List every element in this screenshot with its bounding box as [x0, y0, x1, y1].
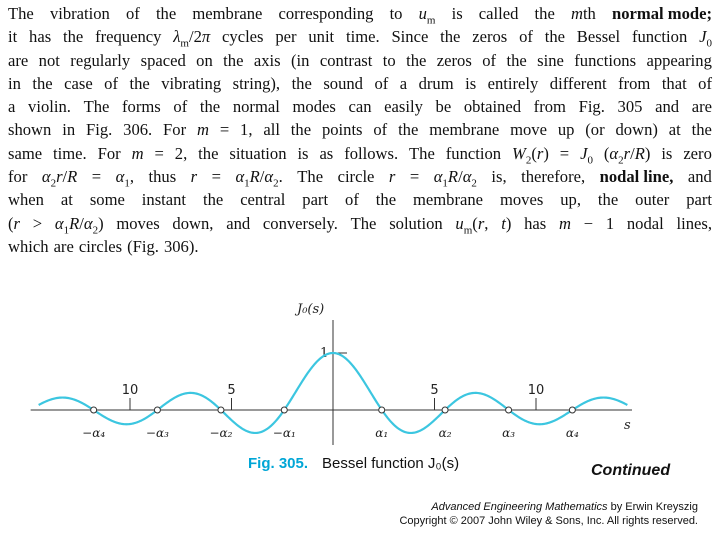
y-tick-label: 1 [320, 346, 329, 361]
word: normal mode; [611, 4, 712, 23]
word: the [691, 120, 712, 140]
word: easily [384, 97, 423, 117]
word: instant [141, 190, 187, 210]
word: are [53, 236, 74, 256]
word: moves [499, 190, 544, 210]
word: has [29, 27, 52, 47]
word: 1 [605, 213, 615, 233]
zero-marker [218, 407, 224, 413]
zero-label: −α₄ [82, 426, 106, 440]
word: same [8, 143, 43, 163]
word: as [319, 143, 334, 163]
word: the [62, 27, 84, 47]
zero-marker [569, 407, 575, 413]
word: For [97, 143, 121, 163]
word: of [173, 97, 188, 117]
word: the [291, 73, 312, 93]
word: for [8, 167, 28, 187]
word: all [263, 120, 280, 140]
word: r [388, 167, 396, 187]
word: time. [345, 27, 380, 47]
word: thus [148, 167, 177, 187]
word: $u_m(r$, [455, 213, 489, 236]
word: t) [501, 213, 512, 233]
word: follows. [344, 143, 399, 163]
word: 305 [617, 97, 643, 117]
word: different [549, 73, 607, 93]
word: string), [232, 73, 281, 93]
word: $J_0$ [699, 27, 712, 50]
word: case [64, 73, 93, 93]
word: moves [116, 213, 160, 233]
word: up [557, 120, 575, 140]
zero-label: −α₃ [145, 426, 169, 440]
y-axis-label: J₀(s) [297, 302, 325, 317]
word: $\lambda_m/2\pi$ [173, 27, 211, 50]
word: violin. [28, 97, 71, 117]
book-title: Advanced Engineering Mathematics [431, 501, 608, 513]
word: of [104, 73, 118, 93]
word: the [398, 120, 419, 140]
word: m [196, 120, 209, 140]
word: entirely [487, 73, 539, 93]
word: the [534, 4, 555, 23]
word: are [691, 97, 712, 117]
word: (r [8, 213, 20, 233]
word: the [223, 50, 244, 70]
word: when [8, 190, 44, 210]
word: down, [172, 213, 214, 233]
word: is [465, 73, 477, 93]
word: = [219, 120, 230, 140]
word: of [482, 50, 497, 70]
word: of [125, 4, 140, 23]
word: a [399, 73, 408, 93]
word: function [445, 143, 502, 163]
word: is [451, 4, 463, 23]
word: central [240, 190, 286, 210]
word: the [199, 97, 221, 117]
word: $W_2(r)$ [512, 143, 549, 167]
word: some [89, 190, 125, 210]
word: is, [491, 167, 507, 187]
word: per [275, 27, 297, 47]
word: which [8, 236, 49, 256]
word: > [32, 213, 43, 233]
word: m [131, 143, 144, 163]
word: from [533, 97, 566, 117]
word: function [631, 27, 688, 47]
word: For [163, 120, 187, 140]
word: shown [8, 120, 52, 140]
word: modes [292, 97, 336, 117]
word: be [435, 97, 452, 117]
word: in [8, 73, 21, 93]
x-tick-label: 10 [121, 383, 139, 398]
word: The [83, 97, 110, 117]
word: membrane [192, 4, 263, 23]
figure-caption [248, 455, 459, 472]
word: lines, [676, 213, 712, 233]
word: of [345, 190, 359, 210]
word: of [698, 73, 712, 93]
word: Since [391, 27, 429, 47]
word: 306. [123, 120, 153, 140]
word: situation [229, 143, 287, 163]
zero-marker [506, 407, 512, 413]
word: is [297, 143, 309, 163]
word: drum [418, 73, 454, 93]
word: the [129, 73, 150, 93]
word: sine [537, 50, 564, 70]
word: vibrating [161, 73, 222, 93]
word: not [38, 50, 60, 70]
word: outer [635, 190, 670, 210]
word: of [374, 73, 389, 93]
word: conversely. [262, 213, 338, 233]
figure-caption-text: Bessel function J₀(s) [322, 455, 460, 472]
word: $\alpha_1R/\alpha_2$) [54, 213, 104, 236]
word: the [406, 50, 427, 70]
word: and [687, 167, 712, 187]
x-tick-label: 10 [527, 383, 545, 398]
word: sound [323, 73, 363, 93]
word: solution [389, 213, 443, 233]
word: = [91, 167, 102, 187]
word: points [321, 120, 363, 140]
word: the [155, 4, 177, 23]
word: membrane [429, 120, 500, 140]
word: zeros [472, 27, 508, 47]
word: = [559, 143, 570, 163]
zero-label: α₂ [438, 426, 452, 440]
word: regularly [70, 50, 131, 70]
word: a [8, 97, 16, 117]
word: the [506, 50, 527, 70]
word: is [661, 143, 673, 163]
word: to [389, 4, 403, 23]
word: nodal [626, 213, 664, 233]
word: 306). [163, 236, 199, 256]
word: (in [291, 50, 310, 70]
x-tick-label: 5 [227, 383, 236, 398]
word: r [190, 167, 198, 187]
word: (or [585, 120, 605, 140]
word: time. [53, 143, 87, 163]
word: $(\alpha_2r/R)$ [603, 143, 651, 167]
word: − [583, 213, 594, 233]
word: zero [683, 143, 712, 163]
continued-label: Continued [591, 462, 671, 479]
word: membrane [413, 190, 484, 210]
word: $\alpha_1R/\alpha_2$. [235, 167, 283, 190]
word: $\alpha_1$, [115, 167, 134, 190]
word: $J_0$ [580, 143, 593, 167]
word: = [154, 143, 164, 163]
zero-label: −α₂ [209, 426, 233, 440]
word: m [558, 213, 571, 233]
word: the [202, 190, 224, 210]
word: obtained [463, 97, 522, 117]
word: part [686, 190, 712, 210]
word: has [524, 213, 547, 233]
word: Fig. [578, 97, 605, 117]
word: Fig. [85, 120, 113, 140]
word: the [375, 190, 397, 210]
zero-marker [154, 407, 160, 413]
book-author: by Erwin Kreyszig [607, 501, 698, 513]
word: of [373, 120, 388, 140]
word: mth [570, 4, 596, 23]
word: functions [574, 50, 637, 70]
word: move [510, 120, 547, 140]
word: in [62, 120, 76, 140]
word: unit [308, 27, 335, 47]
word: (Fig. [127, 236, 159, 256]
word: 2, [174, 143, 188, 163]
word: therefore, [521, 167, 586, 187]
copyright-credit [399, 500, 698, 528]
zero-marker [91, 407, 97, 413]
zero-label: α₄ [565, 426, 579, 440]
word: the [198, 143, 219, 163]
word: circle [337, 167, 375, 187]
zero-marker [281, 407, 287, 413]
word: forms [122, 97, 161, 117]
word: frequency [95, 27, 162, 47]
word: down) [615, 120, 658, 140]
word: and [655, 97, 680, 117]
word: on [196, 50, 213, 70]
word: of [519, 27, 533, 47]
word: the [32, 73, 53, 93]
word: appearing [646, 50, 712, 70]
figure-number: Fig. 305. [248, 455, 309, 472]
word: called [478, 4, 519, 23]
zero-label: −α₁ [272, 426, 296, 440]
word: spaced [140, 50, 186, 70]
word: from [618, 73, 651, 93]
word: part [302, 190, 329, 210]
word: cycles [222, 27, 264, 47]
word: axis [253, 50, 281, 70]
zero-marker [379, 407, 385, 413]
word: $\alpha_1R/\alpha_2$ [433, 167, 477, 190]
word: 1, [240, 120, 253, 140]
word: The [297, 167, 324, 187]
word: to [382, 50, 396, 70]
copyright-line: Copyright © 2007 John Wiley & Sons, Inc. All rights reserved. [399, 515, 698, 527]
word: that [661, 73, 687, 93]
zero-label: α₁ [375, 426, 389, 440]
word: at [60, 190, 73, 210]
word: nodal line, [599, 167, 674, 187]
word: it [8, 27, 18, 47]
word: $\alpha_2r/R$ [41, 167, 78, 190]
zero-marker [442, 407, 448, 413]
word: Bessel [576, 27, 621, 47]
zero-label: α₃ [502, 426, 516, 440]
word: the [290, 120, 312, 140]
word: The [350, 213, 377, 233]
x-tick-label: 5 [430, 383, 439, 398]
word: and [226, 213, 251, 233]
word: $u_m$ [418, 4, 436, 27]
word: vibration [49, 4, 110, 23]
word: The [409, 143, 435, 163]
word: corresponding [278, 4, 374, 23]
word: can [348, 97, 372, 117]
word: The [8, 4, 34, 23]
word: = [409, 167, 420, 187]
word: the [597, 190, 619, 210]
word: at [668, 120, 681, 140]
word: normal [232, 97, 280, 117]
word: circles [78, 236, 123, 256]
x-axis-label: s [624, 418, 631, 433]
word: = [211, 167, 221, 187]
word: contrast [319, 50, 373, 70]
word: up, [560, 190, 581, 210]
word: the [544, 27, 565, 47]
word: the [440, 27, 461, 47]
word: are [8, 50, 29, 70]
word: zeros [436, 50, 472, 70]
